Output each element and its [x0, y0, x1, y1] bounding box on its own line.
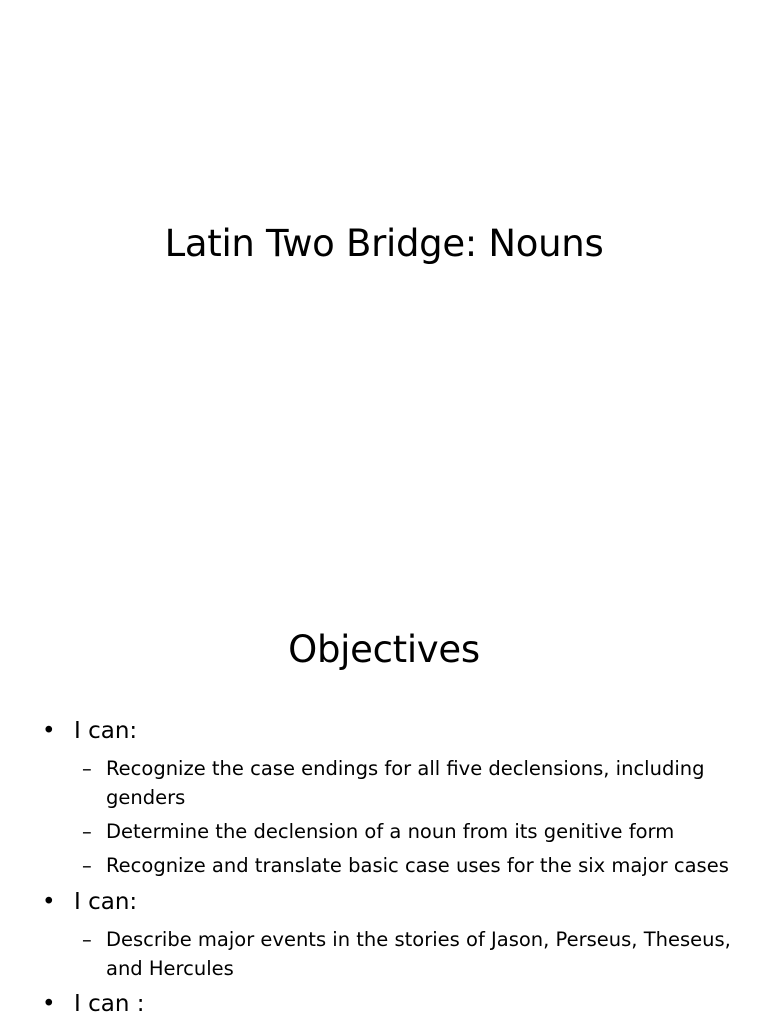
sub-list-item [82, 754, 732, 812]
list-item-label: I can : [74, 991, 145, 1017]
sub-list-item-text: Determine the declension of a noun from its genitive form [106, 820, 675, 843]
bullet-icon: • [42, 889, 56, 915]
sub-list-item-text: Describe major events in the stories of Jason, Perseus, Theseus, and Hercules [106, 928, 731, 980]
sub-list-item-text: Recognize the case endings for all five declensions, including genders [106, 757, 705, 809]
sub-list-item [82, 817, 732, 846]
sub-list-item-text: Recognize and translate basic case uses for the six major cases [106, 854, 729, 877]
dash-icon: – [82, 928, 92, 951]
dash-icon: – [82, 820, 92, 843]
bullet-icon: • [42, 991, 56, 1017]
objectives-list [0, 576, 768, 1024]
bullet-icon: • [42, 718, 56, 744]
sub-list-item [82, 851, 732, 880]
dash-icon: – [82, 757, 92, 780]
objectives-title: Objectives [288, 628, 480, 671]
objectives-slide [0, 576, 768, 1024]
list-item-label: I can: [74, 718, 138, 744]
list-item-label: I can: [74, 889, 138, 915]
slide-title: Latin Two Bridge: Nouns [164, 222, 604, 265]
sub-list-item [82, 925, 732, 983]
dash-icon: – [82, 854, 92, 877]
